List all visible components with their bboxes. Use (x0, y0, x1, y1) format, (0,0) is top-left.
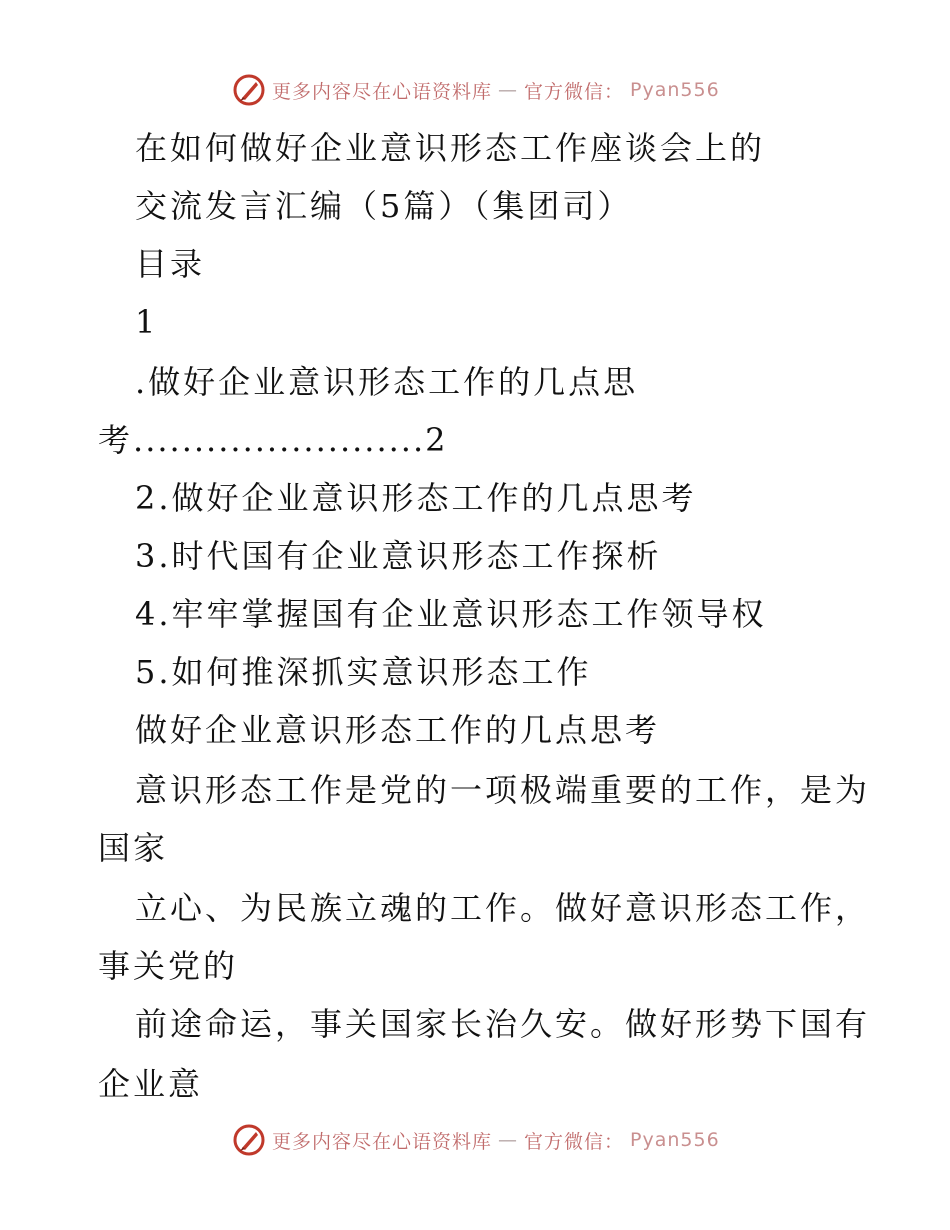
toc-heading: 目录 (135, 245, 206, 283)
toc-item-5: 5.如何推深抓实意识形态工作 (135, 653, 592, 691)
toc-item-2: 2.做好企业意识形态工作的几点思考 (135, 479, 697, 517)
section-title: 做好企业意识形态工作的几点思考 (135, 711, 661, 749)
paragraph-line-5: 前途命运，事关国家长治久安。做好形势下国有 (135, 1005, 871, 1043)
document-title-line-1: 在如何做好企业意识形态工作座谈会上的 (135, 129, 766, 167)
document-title-line-2: 交流发言汇编（5篇）（集团司） (135, 187, 633, 225)
toc-item-1-continuation (98, 420, 449, 460)
footer-watermark (232, 1120, 720, 1160)
paragraph-line-1: 意识形态工作是党的一项极端重要的工作，是为 (135, 771, 871, 809)
paragraph-line-6: 企业意 (98, 1065, 204, 1103)
toc-item-1-text: .做好企业意识形态工作的几点思 (135, 363, 639, 401)
toc-item-1-page: 2 (425, 421, 449, 459)
toc-item-1-number: 1 (135, 303, 159, 341)
watermark-wechat-label: 官方微信： (524, 80, 625, 103)
watermark-separator: — (498, 1129, 519, 1151)
toc-item-3: 3.时代国有企业意识形态工作探析 (135, 537, 662, 575)
watermark-wechat-label: 官方微信： (524, 1130, 625, 1153)
watermark-separator: — (498, 79, 519, 101)
watermark-text: 更多内容尽在心语资料库 (272, 1130, 493, 1153)
paragraph-line-2: 国家 (98, 829, 169, 867)
watermark-wechat-id: Pyan556 (630, 1129, 720, 1151)
toc-item-4: 4.牢牢掌握国有企业意识形态工作领导权 (135, 595, 767, 633)
quill-pen-logo-icon (232, 1123, 266, 1157)
toc-leader-dots: ........................ (133, 421, 426, 459)
watermark-text: 更多内容尽在心语资料库 (272, 80, 493, 103)
paragraph-line-4: 事关党的 (98, 947, 239, 985)
toc-item-1-tail: 考 (98, 421, 134, 459)
watermark-wechat-id: Pyan556 (630, 79, 720, 101)
paragraph-line-3: 立心、为民族立魂的工作。做好意识形态工作， (135, 889, 871, 927)
